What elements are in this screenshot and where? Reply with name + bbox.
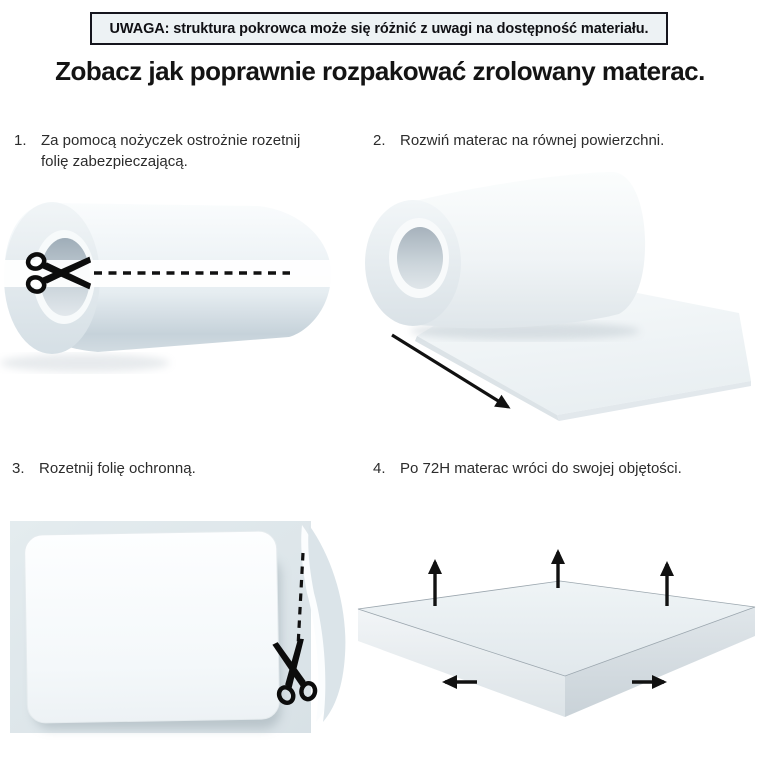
illustration-rolled-mattress-cut — [0, 183, 336, 405]
step-1 — [14, 130, 334, 172]
mattress-top — [24, 531, 279, 723]
step-1-text: Za pomocą nożyczek ostrożnie rozetnij folię zabezpieczającą. — [41, 132, 301, 170]
illustration-foil-cut — [5, 515, 357, 747]
page-title: Zobacz jak poprawnie rozpakować zrolowany materac. — [55, 56, 705, 86]
step-3 — [12, 458, 352, 479]
roll-core-hole — [397, 227, 443, 289]
step-4-number: 4. — [373, 460, 386, 477]
step-2-number: 2. — [373, 132, 386, 149]
step-4 — [373, 458, 753, 479]
step-3-number: 3. — [12, 460, 25, 477]
step-4-text: Po 72H materac wróci do swojej objętości. — [400, 460, 682, 477]
step-1-number: 1. — [14, 132, 27, 149]
notice-banner — [90, 12, 668, 45]
ground-shadow — [0, 354, 170, 372]
illustration-mattress-expanding — [355, 540, 760, 760]
notice-banner-text: UWAGA: struktura pokrowca może się różnić z uwagi na dostępność materiału. — [109, 20, 649, 37]
step-2-text: Rozwiń materac na równej powierzchni. — [400, 132, 665, 149]
illustration-mattress-unrolling — [360, 165, 760, 433]
step-3-text: Rozetnij folię ochronną. — [39, 460, 196, 477]
step-2 — [373, 130, 753, 151]
